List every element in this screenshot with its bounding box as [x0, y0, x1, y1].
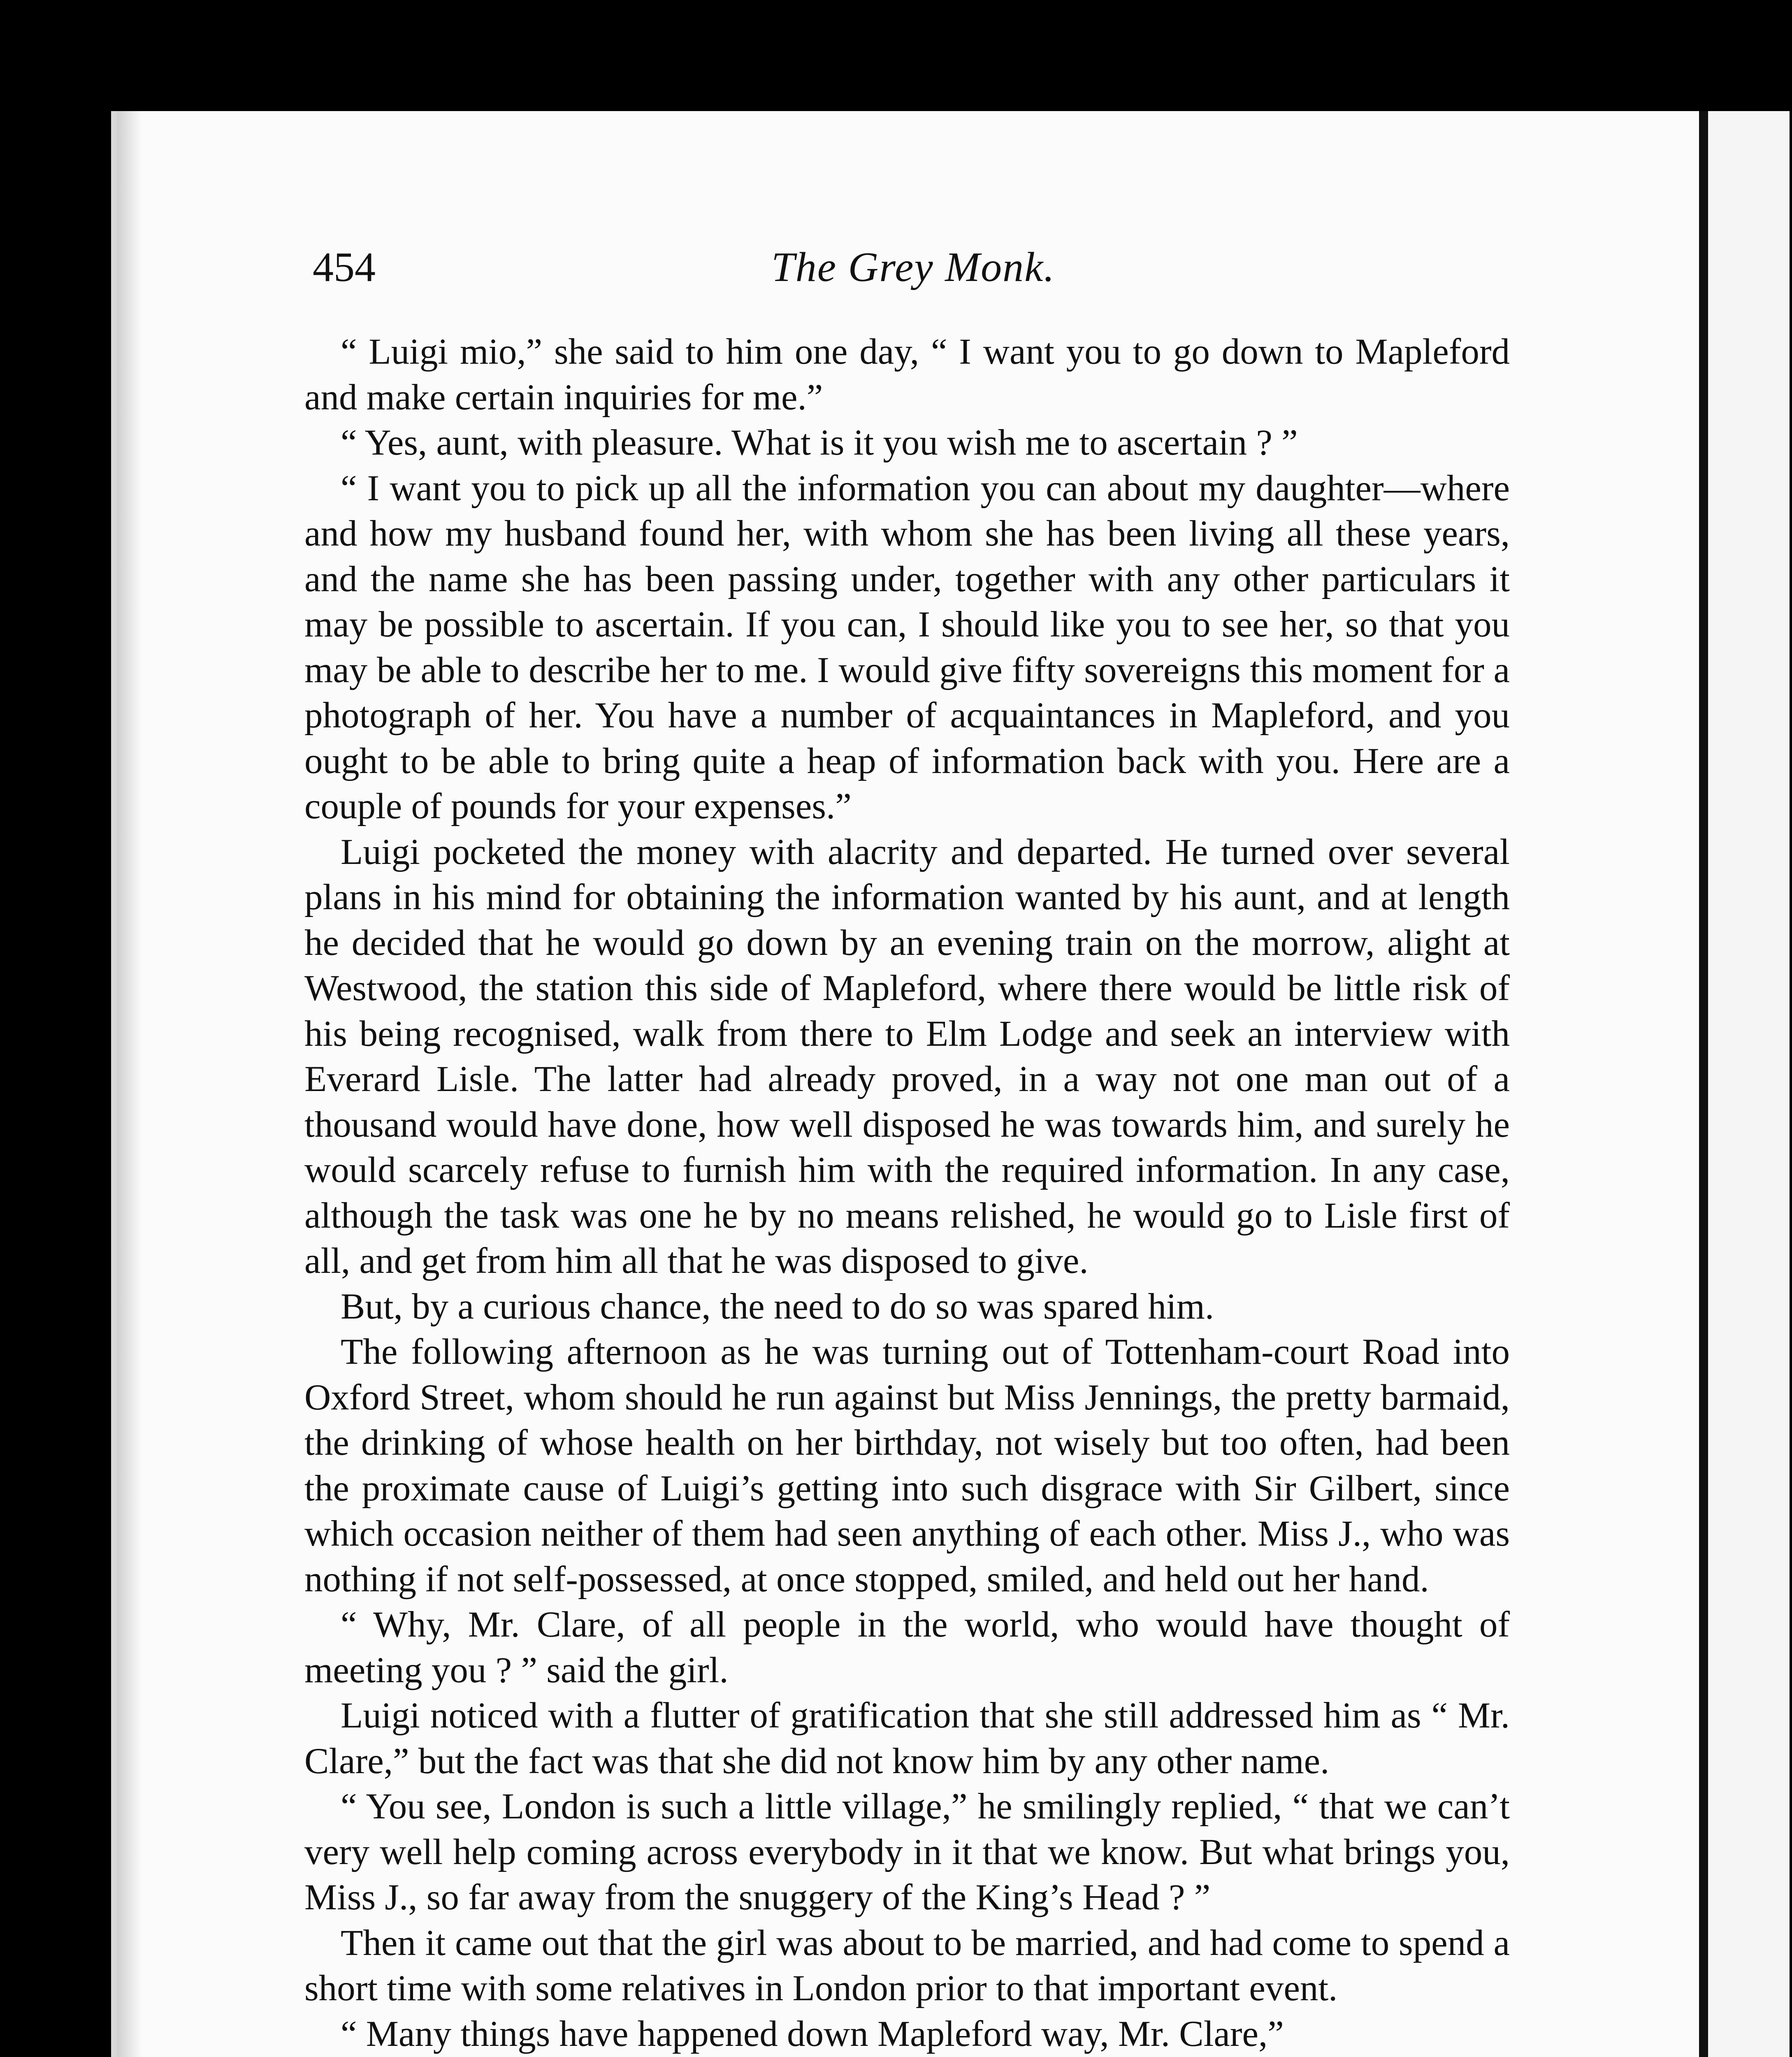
- paragraph: “ Luigi mio,” she said to him one day, “ I want you to go down to Mapleford and make certain inquiries for me.”: [304, 332, 1510, 418]
- paragraph: Luigi pocketed the money with alacrity and departed. He turned over several plans in his mind for obtaining the information wanted by his aunt, and at length he decided that he would go down by an evening train on the morrow, alight at Westwood, the station this side of Mapleford, where there would be little risk of his being recognised, walk from there to Elm Lodge and seek an interview with Everard Lisle. The latter had already proved, in a way not one man out of a thousand would have done, how well disposed he was towards him, and surely he would scarcely refuse to furnish him with the required information. In any case, although the task was one he by no means relished, he would go to Lisle first of all, and get from him all that he was disposed to give.: [304, 831, 1510, 1281]
- paragraph: Then it came out that the girl was about to be married, and had come to spend a short time with some relatives in London prior to that important event.: [304, 1922, 1510, 2008]
- paragraph: Luigi noticed with a flutter of gratification that she still addressed him as “ Mr. Clare,” but the fact was that she did not know him by any other name.: [304, 1695, 1510, 1781]
- paragraph: “ I want you to pick up all the information you can about my daughter—where and how my husband found her, with whom she has been living all these years, and the name she has been passing under, together with any other particulars it may be possible to ascertain. If you can, I should like you to see her, so that you may be able to describe her to me. I would give fifty sovereigns this moment for a photograph of her. You have a number of acquaintances in Mapleford, and you ought to be able to bring quite a heap of information back with you. Here are a couple of pounds for your expenses.”: [304, 468, 1510, 827]
- page-header: [313, 239, 1514, 296]
- paragraph: The following afternoon as he was turning out of Tottenham-court Road into Oxford Street, whom should he run against but Miss Jennings, the pretty barmaid, the drinking of whose health on her birthday, not wisely but too often, had been the proximate cause of Luigi’s getting into such disgrace with Sir Gilbert, since which occasion neither of them had seen anything of each other. Miss J., who was nothing if not self-possessed, at once stopped, smiled, and held out her hand.: [304, 1332, 1510, 1600]
- paragraph: But, by a curious chance, the need to do so was spared him.: [341, 1286, 1214, 1327]
- adjacent-page-edge: [1699, 111, 1790, 2057]
- paragraph: “ You see, London is such a little village,” he smilingly replied, “ that we can’t very well help coming across everybody in it that we know. But what brings you, Miss J., so far away from the snuggery of the King’s Head ? ”: [304, 1786, 1510, 1918]
- page-gutter-shadow: [117, 111, 142, 2057]
- body-text: [304, 329, 1510, 2057]
- page-number: 454: [313, 244, 376, 290]
- paragraph: “ Yes, aunt, with pleasure. What is it you wish me to ascertain ? ”: [341, 423, 1298, 463]
- paragraph: “ Many things have happened down Mapleford way, Mr. Clare,”: [341, 2013, 1284, 2054]
- running-title: The Grey Monk.: [771, 244, 1055, 290]
- paragraph: “ Why, Mr. Clare, of all people in the world, who would have thought of meeting you ? ” said the girl.: [304, 1604, 1510, 1690]
